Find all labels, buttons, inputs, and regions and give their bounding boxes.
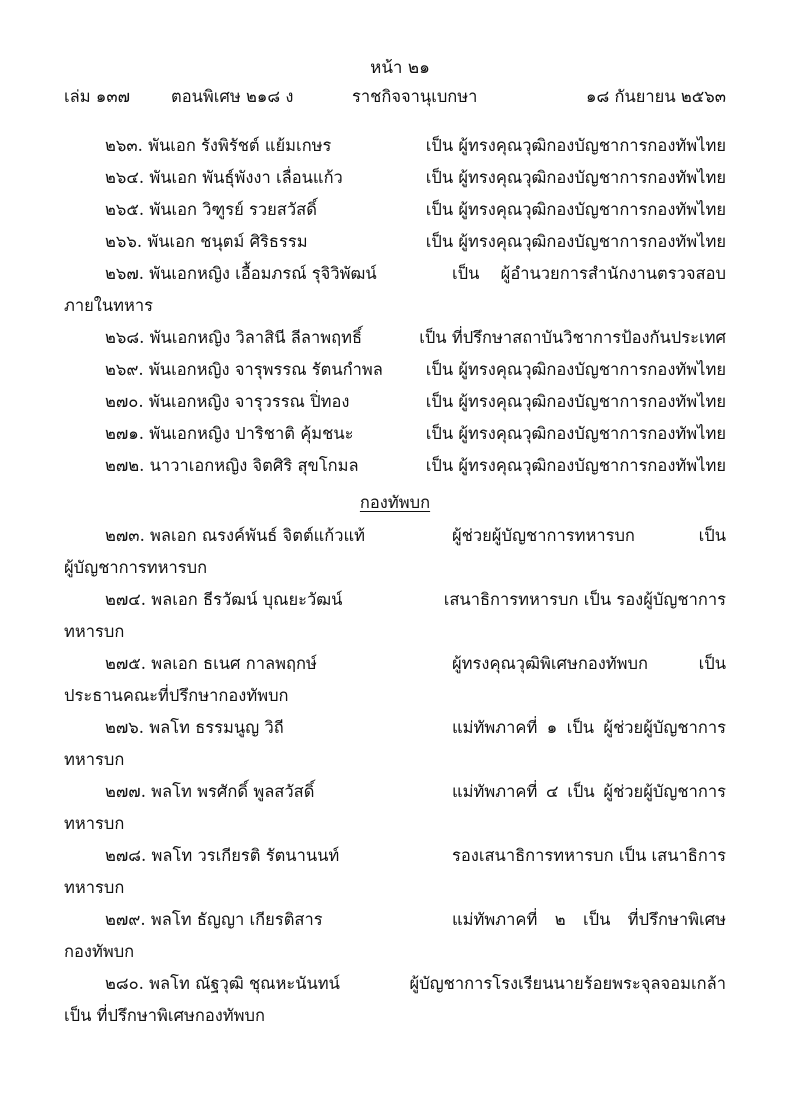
entry-row [64,648,726,680]
person-name: ๒๗๗. พลโท พรศักดิ์ พูลสวัสดิ์ [105,782,315,801]
person-name: ๒๖๕. พันเอก วิฑูรย์ รวยสวัสดิ์ [105,200,317,219]
position-text: เป็น ผู้ทรงคุณวุฒิกองบัญชาการกองทัพไทย [425,424,726,443]
position-text: เป็น ผู้ทรงคุณวุฒิกองบัญชาการกองทัพไทย [425,232,726,251]
position-continuation: ทหารบก [64,750,125,769]
appointment-entry [64,386,726,418]
appointment-entry [64,712,726,776]
appointment-list-armed-forces [64,130,726,482]
entry-row [64,520,726,552]
entry-row [64,322,726,354]
entry-row [64,904,726,936]
position-continuation: เป็น ที่ปรึกษาพิเศษกองทัพบก [64,1006,266,1025]
entry-row [64,162,726,194]
person-name: ๒๗๑. พันเอกหญิง ปาริชาติ คุ้มชนะ [105,424,354,443]
appointment-entry [64,648,726,712]
entry-row [64,584,726,616]
running-header [64,84,726,110]
entry-row [64,130,726,162]
position-text: รองเสนาธิการทหารบก เป็น เสนาธิการ [452,846,726,865]
publication-date: ๑๘ กันยายน ๒๕๖๓ [586,87,726,106]
entry-row [64,450,726,482]
appointment-entry [64,584,726,648]
section-heading [64,486,726,520]
entry-row [64,386,726,418]
entry-row [64,840,726,872]
appointment-entry [64,322,726,354]
entry-row [64,226,726,258]
position-continuation: ประธานคณะที่ปรึกษากองทัพบก [64,686,289,705]
position-continuation: ทหารบก [64,878,125,897]
edition-number: ตอนพิเศษ ๒๑๘ ง [171,87,294,106]
page-number: หน้า ๒๑ [370,58,430,78]
position-text: เป็น ผู้ทรงคุณวุฒิกองบัญชาการกองทัพไทย [425,136,726,155]
position-text: เป็น ผู้ทรงคุณวุฒิกองบัญชาการกองทัพไทย [425,360,726,379]
volume-number: เล่ม ๑๓๗ [64,87,131,106]
position-text: เป็น ที่ปรึกษาสถาบันวิชาการป้องกันประเทศ [419,328,726,347]
position-text: เป็น ผู้อำนวยการสำนักงานตรวจสอบ [452,264,726,283]
position-text: เป็น ผู้ทรงคุณวุฒิกองบัญชาการกองทัพไทย [425,392,726,411]
appointment-entry [64,354,726,386]
position-text: ผู้บัญชาการโรงเรียนนายร้อยพระจุลจอมเกล้า [409,974,726,993]
position-text: แม่ทัพภาคที่ ๑ เป็น ผู้ช่วยผู้บัญชาการ [452,718,726,737]
person-name: ๒๗๐. พันเอกหญิง จารุวรรณ ปิ่ทอง [105,392,350,411]
position-continuation: ผู้บัญชาการทหารบก [64,558,208,577]
person-name: ๒๖๖. พันเอก ชนุตม์ ศิริธรรม [105,232,308,251]
appointment-list-army [64,520,726,1032]
entry-row [64,712,726,744]
entry-row [64,968,726,1000]
person-name: ๒๗๒. นาวาเอกหญิง จิตศิริ สุขโกมล [105,456,359,475]
position-text: แม่ทัพภาคที่ ๔ เป็น ผู้ช่วยผู้บัญชาการ [452,782,726,801]
gazette-title: ราชกิจจานุเบกษา [352,87,478,106]
person-name: ๒๗๖. พลโท ธรรมนูญ วิถี [105,718,284,737]
person-name: ๒๖๙. พันเอกหญิง จารุพรรณ รัตนกำพล [105,360,383,379]
entry-row [64,776,726,808]
entry-row [64,194,726,226]
person-name: ๒๗๕. พลเอก ธเนศ กาลพฤกษ์ [105,654,317,673]
position-text: เป็น ผู้ทรงคุณวุฒิกองบัญชาการกองทัพไทย [425,456,726,475]
position-text: ผู้ช่วยผู้บัญชาการทหารบก เป็น [452,526,726,545]
appointment-entry [64,130,726,162]
appointment-entry [64,840,726,904]
person-name: ๒๗๘. พลโท วรเกียรติ รัตนานนท์ [105,846,340,865]
person-name: ๒๗๓. พลเอก ณรงค์พันธ์ จิตต์แก้วแท้ [105,526,366,545]
appointment-entry [64,776,726,840]
position-text: เป็น ผู้ทรงคุณวุฒิกองบัญชาการกองทัพไทย [425,168,726,187]
person-name: ๒๖๔. พันเอก พันธุ์พังงา เลื่อนแก้ว [105,168,343,187]
position-continuation: ภายในทหาร [64,296,154,315]
appointment-entry [64,418,726,450]
entry-row [64,354,726,386]
appointment-entry [64,226,726,258]
position-text: เป็น ผู้ทรงคุณวุฒิกองบัญชาการกองทัพไทย [425,200,726,219]
appointment-entry [64,968,726,1032]
appointment-entry [64,194,726,226]
position-continuation: กองทัพบก [64,942,135,961]
appointment-entry [64,904,726,968]
position-text: ผู้ทรงคุณวุฒิพิเศษกองทัพบก เป็น [452,654,726,673]
person-name: ๒๖๘. พันเอกหญิง วิลาสินี ลีลาพฤทธิ์ [105,328,363,347]
appointment-entry [64,162,726,194]
person-name: ๒๗๔. พลเอก ธีรวัฒน์ บุณยะวัฒน์ [105,590,343,609]
appointment-entry [64,450,726,482]
person-name: ๒๗๙. พลโท ธัญญา เกียรติสาร [105,910,323,929]
appointment-entry [64,258,726,322]
appointment-list [64,130,726,1032]
person-name: ๒๘๐. พลโท ณัฐวุฒิ ชุณหะนันทน์ [105,974,340,993]
appointment-entry [64,520,726,584]
position-continuation: ทหารบก [64,622,125,641]
position-text: เสนาธิการทหารบก เป็น รองผู้บัญชาการ [443,590,726,609]
entry-row [64,258,726,290]
position-continuation: ทหารบก [64,814,125,833]
person-name: ๒๖๗. พันเอกหญิง เอื้อมภรณ์ รุจิวิพัฒน์ [105,264,377,283]
section-title: กองทัพบก [359,493,431,512]
person-name: ๒๖๓. พันเอก รังพิรัชต์ แย้มเกษร [105,136,332,155]
position-text: แม่ทัพภาคที่ ๒ เป็น ที่ปรึกษาพิเศษ [452,910,726,929]
entry-row [64,418,726,450]
